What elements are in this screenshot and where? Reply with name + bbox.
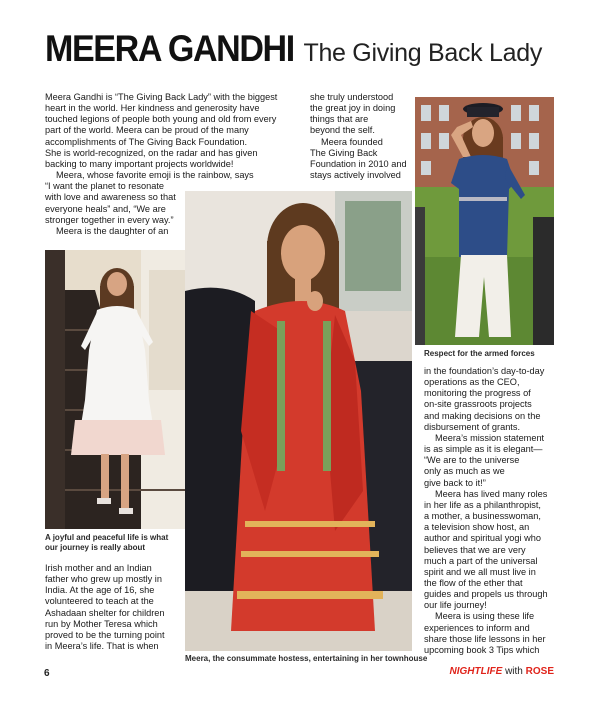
text-line: experiences to inform and [424,622,530,633]
text-line: stays actively involved [310,170,401,181]
caption-center: Meera, the consummate hostess, entertaining in her townhouse [185,654,428,663]
text-line: give back to it!” [424,477,486,488]
text-line: Meera is using these life [435,611,535,622]
text-line: only as much as we [424,466,505,477]
photo-stairs-image [45,250,192,529]
brand-with: with [505,666,523,677]
text-line: Ashadaan shelter for children [45,607,165,618]
caption-line: A joyful and peaceful life is what [45,533,169,542]
text-line: spirit and we all must live in [424,566,536,577]
text-line: much a part of the universal [424,555,538,566]
article-title: MEERA GANDHI [45,28,294,69]
text-line: Meera, whose favorite emoji is the rainbow, says [56,170,254,181]
text-line: part of the world. Meera can be proud of the many [45,125,249,136]
column-2-top [310,92,412,181]
magazine-brand [450,666,554,677]
text-line: is as simple as it is elegant— [424,444,543,455]
text-line: the flow of the ether that [424,577,523,588]
text-line: monitoring the progress of [424,388,531,399]
photo-armed-forces [415,97,554,345]
photo-center-image [185,191,412,651]
text-line: Meera’s mission statement [435,432,545,443]
text-line: disbursement of grants. [424,421,521,432]
caption-armed-forces: Respect for the armed forces [424,349,535,358]
text-line: Foundation in 2010 and [310,158,407,169]
brand-rose: ROSE [525,666,554,677]
text-line: a television show host, an [424,522,530,533]
text-line: in her life as a philanthropist, [424,499,541,510]
text-line: India. At the age of 16, she [45,585,155,596]
text-line: and making decisions on the [424,410,541,421]
photo-stairs [45,250,192,529]
article-subtitle: The Giving Back Lady [303,39,543,67]
text-line: “I want the planet to resonate [45,181,165,192]
text-line: the great joy in doing [310,103,396,114]
text-line: operations as the CEO, [424,377,520,388]
caption-line: our journey is really about [45,542,146,552]
text-line: accomplishments of The Giving Back Foundation. [45,136,248,147]
caption-stairs [45,533,195,552]
text-line: stronger together in every way.” [45,214,174,225]
photo-armed-forces-image [415,97,554,345]
page-number: 6 [44,668,50,679]
text-line: on-site grassroots projects [424,399,532,410]
text-line: believes that we are very [424,544,526,555]
text-line: a mother, a businesswoman, [424,511,541,522]
text-line: guides and propels us through [424,589,548,600]
text-line: backing to many important projects worldwide! [45,158,234,169]
text-line: volunteered to teach at the [45,596,154,607]
text-line: in Meera’s life. That is when [45,641,159,652]
text-line: touched legions of people both young and old from every [45,114,277,125]
photo-center [185,191,412,651]
column-3 [424,366,574,656]
text-line: our life journey! [424,600,487,611]
text-line: Meera Gandhi is “The Giving Back Lady” with the biggest [45,92,278,102]
text-line: everyone heals” and, “We are [45,203,166,214]
text-line: “We are to the universe [424,455,520,466]
text-line: heart in the world. Her kindness and generosity have [45,103,260,114]
text-line: with love and awareness so that [45,192,176,203]
text-line: upcoming book 3 Tips which [424,644,540,655]
brand-nightlife: NIGHTLIFE [449,666,503,677]
text-line: She is world-recognized, on the radar and has given [45,147,258,158]
text-line: The Giving Back [310,147,378,158]
text-line: author and spiritual yogi who [424,533,541,544]
text-line: Meera is the daughter of an [56,225,169,236]
text-line: father who grew up mostly in [45,574,162,585]
text-line: she truly understood [310,92,394,102]
text-line: share those life lessons in her [424,633,546,644]
text-line: in the foundation’s day-to-day [424,366,545,376]
text-line: proved to be the turning point [45,629,165,640]
text-line: Meera has lived many roles [435,488,548,499]
text-line: Meera founded [321,136,383,147]
text-line: things that are [310,114,369,125]
article-header [45,28,575,72]
text-line: run by Mother Teresa which [45,618,158,629]
text-line: Irish mother and an Indian [45,563,152,573]
column-1-bottom [45,563,185,652]
text-line: beyond the self. [310,125,375,136]
